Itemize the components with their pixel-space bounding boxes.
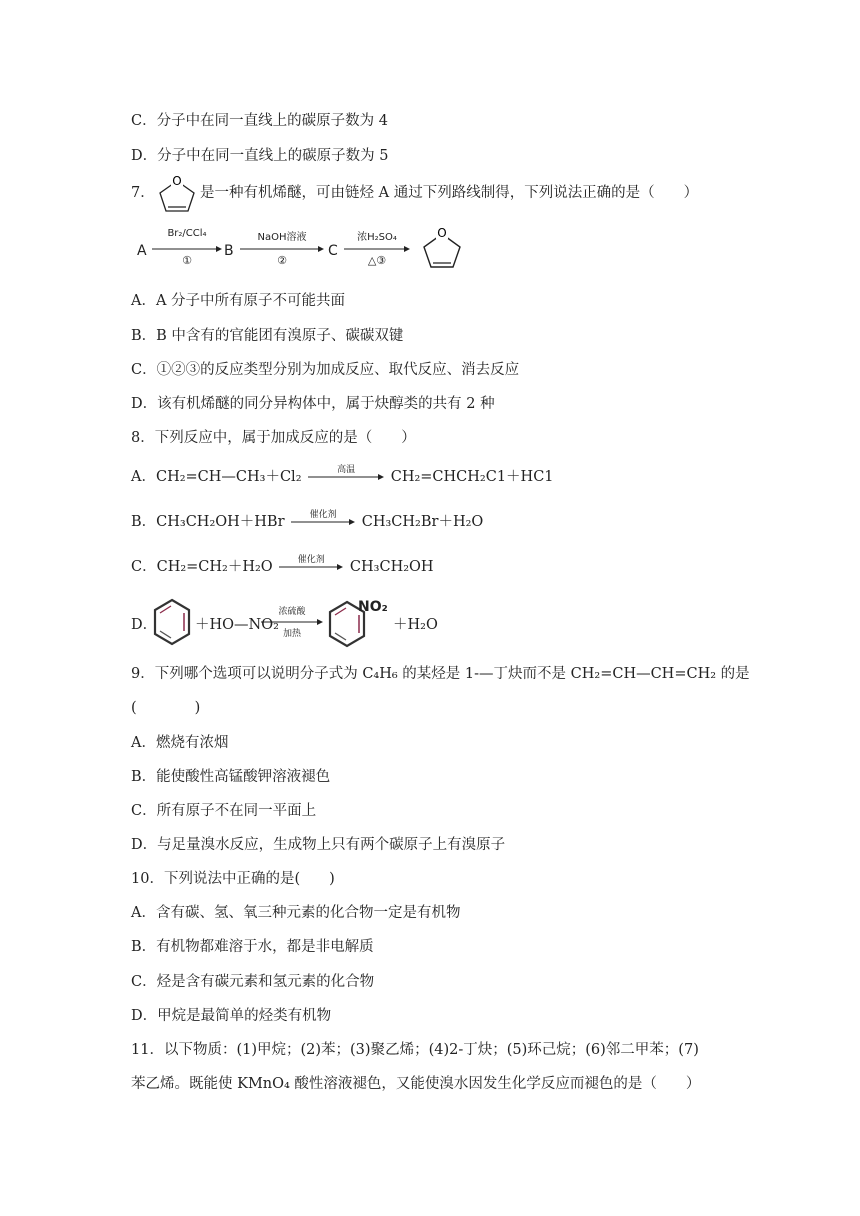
q8-b-reactants: B．CH₃CH₂OH＋HBr — [131, 514, 285, 530]
route-arrow-1 — [152, 245, 222, 253]
q8-c-condition: 催化剂 — [297, 555, 325, 565]
q8-d-condition-bottom: 加热 — [282, 629, 301, 639]
q8-d-water: ＋H₂O — [393, 617, 438, 633]
q7-ring-oxygen: O — [172, 174, 182, 188]
q8-a-arrow — [308, 465, 384, 481]
q8-b-arrow — [291, 510, 355, 526]
route-product-oxygen: O — [437, 226, 447, 240]
route-step3-condition: △③ — [367, 254, 387, 267]
q8-b-condition: 催化剂 — [309, 510, 337, 520]
q8-d-arrow — [261, 618, 323, 626]
q9-option-b: B．能使酸性高锰酸钾溶液褪色 — [131, 769, 331, 785]
route-step2-number: ② — [277, 254, 287, 267]
route-arrow-3 — [344, 245, 410, 253]
q7-option-c: C．①②③的反应类型分别为加成反应、取代反应、消去反应 — [131, 362, 520, 378]
q8-d-nitric-acid: ＋HO—NO₂ — [195, 617, 279, 633]
q11-stem-line2: 苯乙烯。既能使 KMnO₄ 酸性溶液褪色，又能使溴水因发生化学反应而褪色的是（ ） — [131, 1076, 701, 1092]
route-B: B — [224, 243, 234, 259]
q9-option-d: D．与足量溴水反应，生成物上只有两个碳原子上有溴原子 — [131, 837, 506, 853]
q8-c-reactants: C．CH₂=CH₂＋H₂O — [131, 559, 273, 575]
route-step3-reagent: 浓H₂SO₄ — [357, 232, 397, 243]
route-arrow-2 — [240, 245, 324, 253]
q7-option-a: A．A 分子中所有原子不可能共面 — [131, 293, 346, 309]
route-step1-reagent: Br₂/CCl₄ — [167, 228, 207, 239]
q8-d-label: D． — [131, 617, 158, 633]
route-C: C — [328, 243, 338, 259]
q7-stem — [131, 183, 155, 203]
q8-a-products: CH₂=CHCH₂C1＋HC1 — [390, 469, 554, 485]
q8-option-d — [131, 594, 471, 650]
q7-number: 7． — [131, 185, 155, 201]
q9-stem: 9．下列哪个选项可以说明分子式为 C₄H₆ 的某烃是 1-—丁炔而不是 CH₂=CH—CH=CH₂ 的是 — [131, 666, 750, 682]
benzene-ring-reactant — [151, 596, 193, 648]
q9-option-c: C．所有原子不在同一平面上 — [131, 803, 317, 819]
route-step1-number: ① — [182, 254, 192, 267]
q8-a-reactants: A．CH₂=CH—CH₃＋Cl₂ — [131, 469, 302, 485]
q8-option-c — [131, 557, 434, 577]
q6-option-c: C．分子中在同一直线上的碳原子数为 4 — [131, 113, 388, 129]
q10-option-d: D．甲烷是最简单的烃类有机物 — [131, 1008, 332, 1024]
route-step2-reagent: NaOH溶液 — [257, 232, 307, 243]
route-A: A — [137, 243, 147, 259]
q8-a-condition: 高温 — [337, 465, 356, 475]
q8-option-b — [131, 512, 483, 532]
q11-stem-line1: 11．以下物质：(1)甲烷；(2)苯；(3)聚乙烯；(4)2-丁炔；(5)环己烷；(6)邻二甲苯；(7) — [131, 1042, 699, 1058]
q8-stem: 8．下列反应中，属于加成反应的是（ ） — [131, 430, 416, 446]
q7-stem-text: 是一种有机烯醚，可由链烃 A 通过下列路线制得，下列说法正确的是（ ） — [200, 185, 699, 201]
nitro-group-label: NO₂ — [358, 599, 388, 615]
q8-c-arrow — [279, 555, 343, 571]
q7-option-d: D．该有机烯醚的同分异构体中，属于炔醇类的共有 2 种 — [131, 396, 495, 412]
q8-b-products: CH₃CH₂Br＋H₂O — [361, 514, 484, 530]
q10-stem: 10．下列说法中正确的是( ) — [131, 871, 335, 887]
q8-c-products: CH₃CH₂OH — [349, 559, 434, 575]
q7-furan-structure — [154, 171, 200, 215]
q10-option-c: C．烃是含有碳元素和氢元素的化合物 — [131, 974, 375, 990]
q6-option-d: D．分子中在同一直线上的碳原子数为 5 — [131, 148, 389, 164]
q7-option-b: B．B 中含有的官能团有溴原子、碳碳双键 — [131, 328, 404, 344]
q10-option-a: A．含有碳、氢、氧三种元素的化合物一定是有机物 — [131, 905, 461, 921]
q8-option-a — [131, 467, 554, 487]
q10-option-b: B．有机物都难溶于水，都是非电解质 — [131, 939, 374, 955]
q9-answer-paren: ( ) — [131, 700, 201, 716]
q8-d-condition-top: 浓硫酸 — [278, 607, 306, 617]
q9-option-a: A．燃烧有浓烟 — [131, 735, 229, 751]
route-product-structure — [418, 222, 466, 272]
